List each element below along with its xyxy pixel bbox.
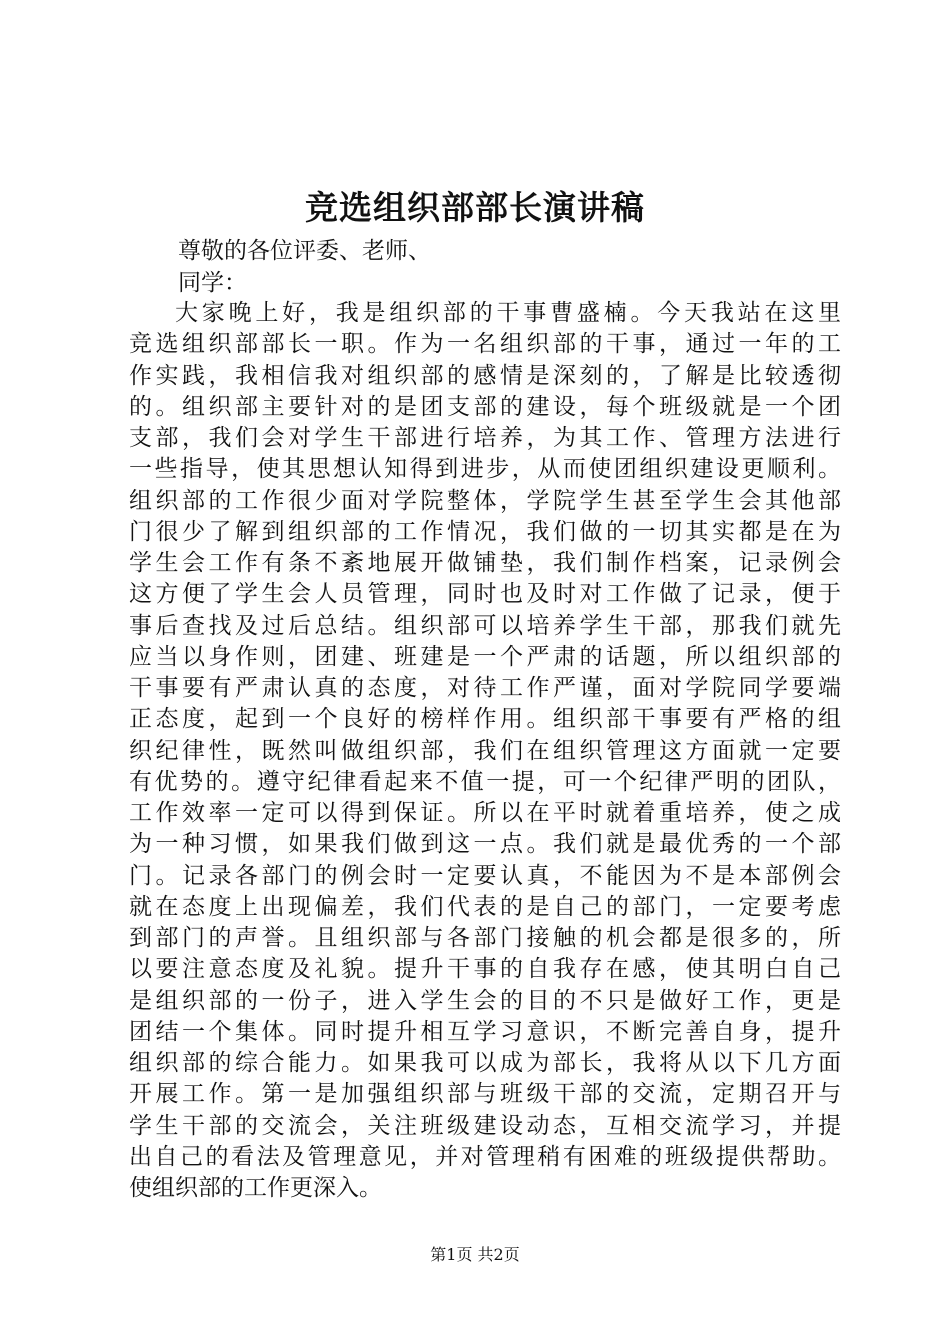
- paragraph-line: 组织部的工作很少面对学院整体，学院学生甚至学生会其他部: [129, 487, 841, 514]
- paragraph-line: 事后查找及过后总结。组织部可以培养学生干部，那我们就先: [129, 612, 841, 639]
- paragraph-line: 正态度，起到一个良好的榜样作用。组织部干事要有严格的组: [129, 706, 841, 733]
- salutation-line: 同学：: [178, 270, 247, 296]
- paragraph-line: 这方便了学生会人员管理，同时也及时对工作做了记录，便于: [129, 581, 841, 608]
- document-title: 竞选组织部部长演讲稿: [305, 188, 645, 227]
- paragraph-line: 织纪律性，既然叫做组织部，我们在组织管理这方面就一定要: [129, 737, 841, 764]
- paragraph-line: 有优势的。遵守纪律看起来不值一提，可一个纪律严明的团队，: [129, 768, 841, 795]
- paragraph-line: 大家晚上好，我是组织部的干事曹盛楠。今天我站在这里: [175, 300, 841, 326]
- paragraph-line: 学生会工作有条不紊地展开做铺垫，我们制作档案，记录例会: [129, 550, 841, 576]
- page-number-footer: 第1页 共2页: [430, 1245, 520, 1264]
- paragraph-line: 组织部的综合能力。如果我可以成为部长，我将从以下几方面: [129, 1050, 841, 1076]
- speech-body: [129, 298, 841, 1204]
- salutation-line: 尊敬的各位评委、老师、: [178, 238, 431, 264]
- paragraph-line: 团结一个集体。同时提升相互学习意识，不断完善自身，提升: [129, 1018, 841, 1045]
- paragraph-line: 工作效率一定可以得到保证。所以在平时就着重培养，使之成: [129, 800, 841, 826]
- paragraph-line: 是组织部的一份子，进入学生会的目的不只是做好工作，更是: [129, 987, 841, 1014]
- paragraph-line: 门。记录各部门的例会时一定要认真，不能因为不是本部例会: [129, 862, 841, 889]
- paragraph-line: 作实践，我相信我对组织部的感情是深刻的，了解是比较透彻: [129, 362, 841, 389]
- paragraph-line: 就在态度上出现偏差，我们代表的是自己的部门，一定要考虑: [129, 893, 841, 920]
- paragraph-line: 支部，我们会对学生干部进行培养，为其工作、管理方法进行: [129, 425, 841, 451]
- paragraph-line: 开展工作。第一是加强组织部与班级干部的交流，定期召开与: [129, 1081, 841, 1108]
- paragraph-line: 到部门的声誉。且组织部与各部门接触的机会都是很多的，所: [129, 925, 841, 951]
- paragraph-line: 竞选组织部部长一职。作为一名组织部的干事，通过一年的工: [129, 331, 841, 358]
- paragraph-line: 门很少了解到组织部的工作情况，我们做的一切其实都是在为: [129, 518, 841, 545]
- paragraph-line: 应当以身作则，团建、班建是一个严肃的话题，所以组织部的: [129, 643, 841, 670]
- paragraph-line: 出自己的看法及管理意见，并对管理稍有困难的班级提供帮助。: [129, 1143, 841, 1170]
- paragraph-line: 使组织部的工作更深入。: [129, 1175, 382, 1201]
- paragraph-line: 干事要有严肃认真的态度，对待工作严谨，面对学院同学要端: [129, 675, 841, 701]
- paragraph-line: 的。组织部主要针对的是团支部的建设，每个班级就是一个团: [129, 393, 841, 420]
- paragraph-line: 为一种习惯，如果我们做到这一点。我们就是最优秀的一个部: [129, 831, 841, 858]
- paragraph-line: 学生干部的交流会，关注班级建设动态，互相交流学习，并提: [129, 1112, 841, 1139]
- paragraph-line: 以要注意态度及礼貌。提升干事的自我存在感，使其明白自己: [129, 956, 841, 983]
- paragraph-line: 一些指导，使其思想认知得到进步，从而使团组织建设更顺利。: [129, 456, 841, 483]
